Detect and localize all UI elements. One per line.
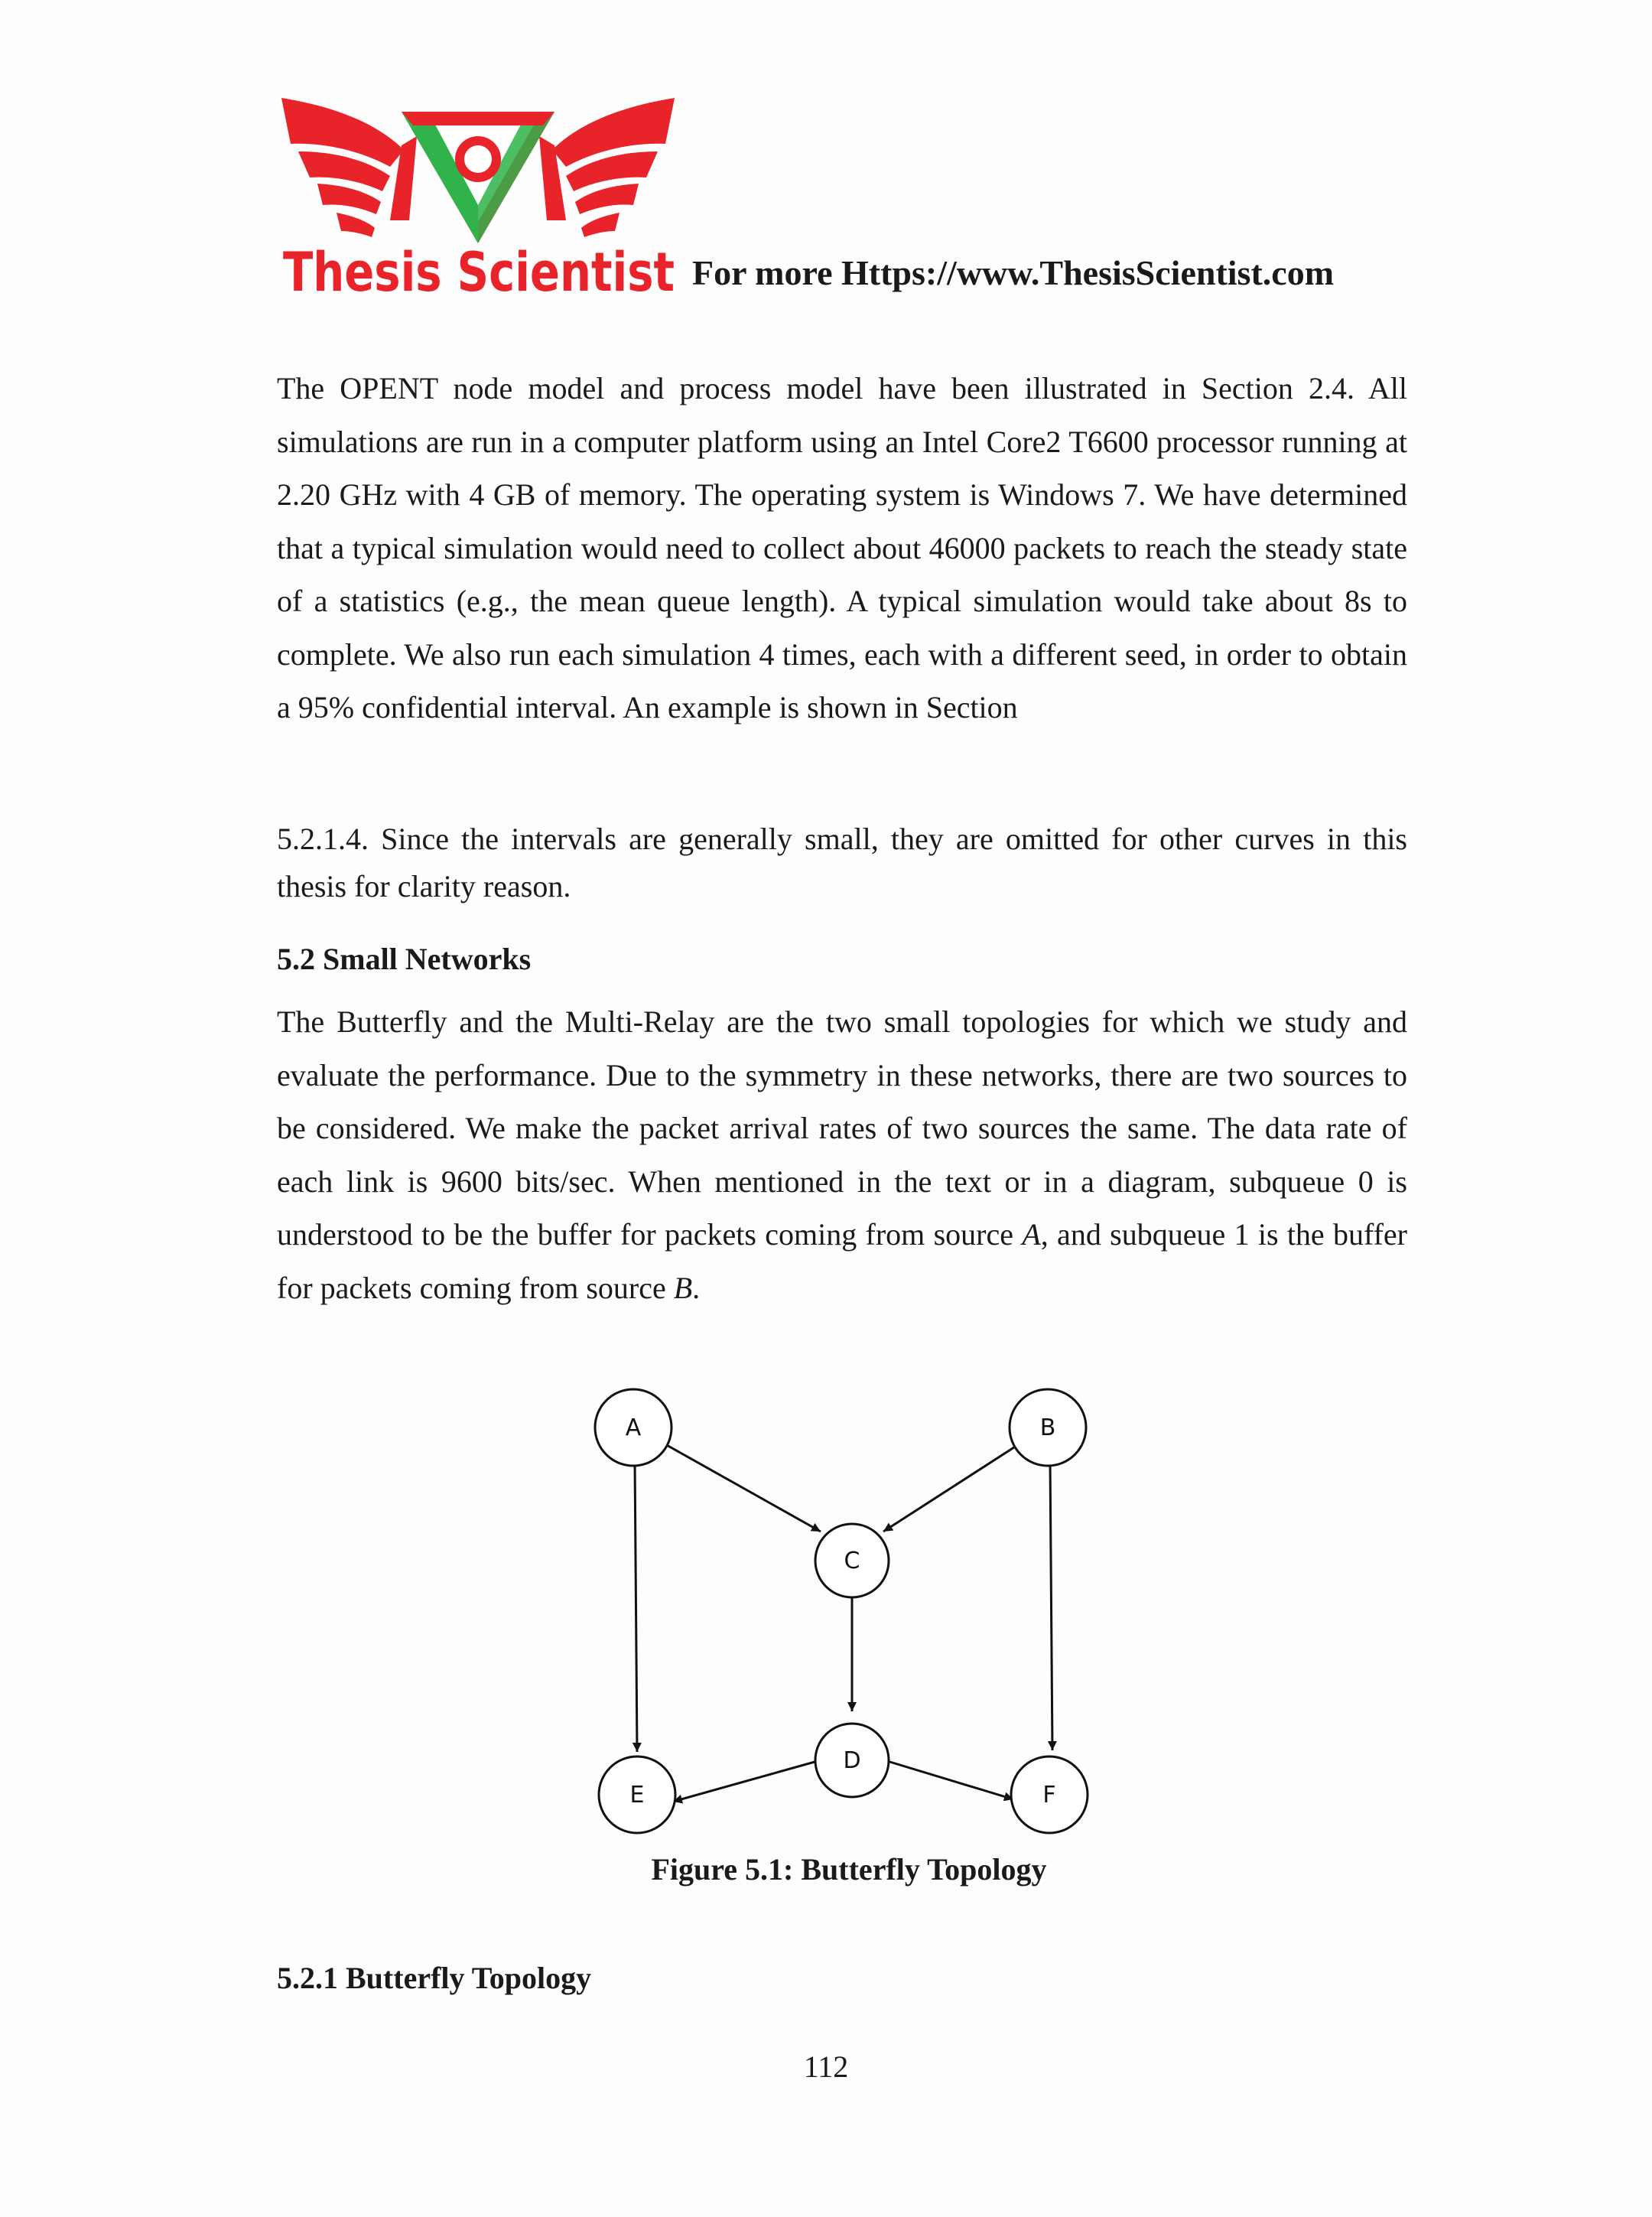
edge-a-c bbox=[665, 1444, 821, 1532]
edge-b-f bbox=[1050, 1460, 1052, 1750]
paragraph-text-part2: , and subqueue 1 is the buffer for packets coming from source bbox=[277, 1217, 1407, 1305]
edge-d-f bbox=[887, 1761, 1013, 1799]
source-b-variable: B bbox=[673, 1270, 693, 1305]
paragraph-text-part3: . bbox=[692, 1270, 701, 1305]
figure-caption: Figure 5.1: Butterfly Topology bbox=[651, 1852, 1047, 1887]
paragraph-simulation-setup: The OPENT node model and process model have been illustrated in Section 2.4. All simulations are run in a computer platform using an Intel Core2 T6600 processor running at 2.20 GHz with 4 GB of memory. The operating system is Windows 7. We have determined that a typical simulation would need to collect about 46000 packets to reach the steady state of a statistics (e.g., the mean queue length). A typical simulation would take about 8s to complete. We also run each simulation 4 times, each with a different seed, in order to obtain a 95% confidential interval. An example is shown in Section bbox=[277, 371, 1407, 724]
node-label-e: E bbox=[629, 1782, 645, 1808]
edge-b-c bbox=[883, 1444, 1019, 1532]
node-label-b: B bbox=[1039, 1415, 1056, 1441]
paragraph-small-networks bbox=[277, 995, 1407, 1314]
node-label-d: D bbox=[843, 1747, 861, 1774]
paragraph-intervals: 5.2.1.4. Since the intervals are generally small, they are omitted for other curves in this thesis for clarity reason. bbox=[277, 822, 1407, 903]
node-label-c: C bbox=[844, 1548, 860, 1574]
node-label-f: F bbox=[1042, 1782, 1056, 1808]
node-label-a: A bbox=[625, 1415, 642, 1441]
thesis-scientist-logo bbox=[275, 90, 681, 304]
header-url: For more Https://www.ThesisScientist.com bbox=[692, 253, 1335, 292]
source-a-variable: A bbox=[1022, 1217, 1041, 1252]
heading-butterfly-topology: 5.2.1 Butterfly Topology bbox=[277, 1961, 592, 1995]
logo-text: Thesis Scientist bbox=[283, 241, 675, 304]
page-number: 112 bbox=[803, 2049, 849, 2084]
edge-a-e bbox=[635, 1460, 637, 1752]
edge-d-e bbox=[673, 1761, 818, 1802]
butterfly-topology-figure bbox=[581, 1369, 1117, 1844]
heading-small-networks: 5.2 Small Networks bbox=[277, 942, 532, 976]
paragraph-text-part1: The Butterfly and the Multi-Relay are the two small topologies for which we study and evaluate the performance. Due to the symmetry in these networks, there are two sources to be considered. We make the packet arrival rates of two sources the same. The data rate of each link is 9600 bits/sec. When mentioned in the text or in a diagram, subqueue 0 is understood to be the buffer for packets coming from source bbox=[277, 1004, 1407, 1252]
